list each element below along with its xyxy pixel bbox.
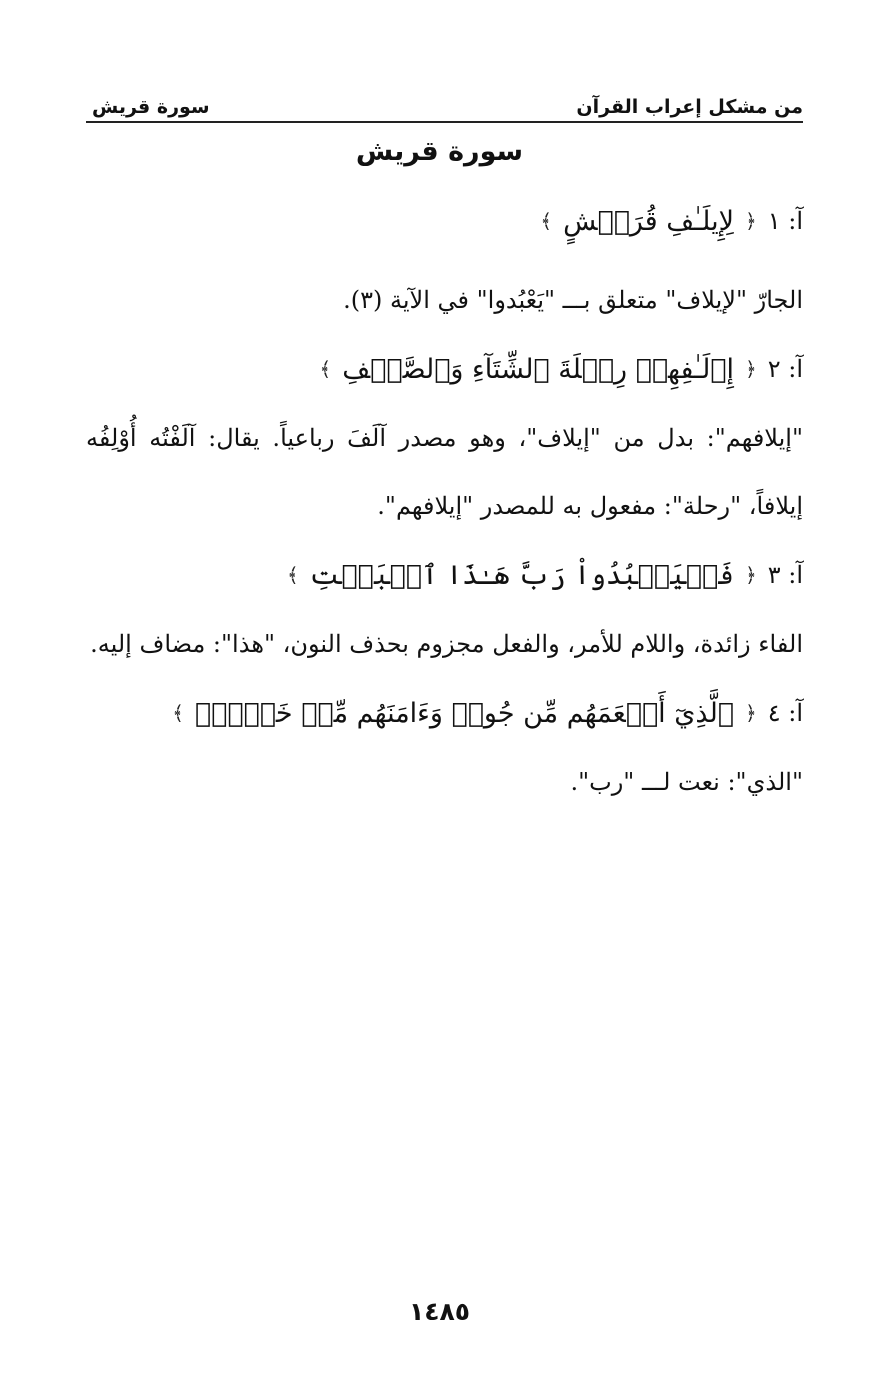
ornate-bracket-open: ﴿ bbox=[745, 357, 757, 381]
commentary-3: الفاء زائدة، واللام للأمر، والفعل مجزوم بحذف النون، "هذا": مضاف إليه. bbox=[90, 630, 803, 658]
commentary-4: "الذي": نعت لـــ "رب". bbox=[570, 768, 803, 796]
verse-reference: آ: ١ bbox=[767, 207, 803, 235]
header-book-title: من مشكل إعراب القرآن bbox=[576, 96, 803, 118]
quran-verse: إِۦلَـٰفِهِمۡ رِحۡلَةَ ٱلشِّتَآءِ وَٱلصَّيۡفِ bbox=[342, 353, 734, 385]
ornate-bracket-close: ﴾ bbox=[540, 209, 553, 233]
verse-reference: آ: ٣ bbox=[767, 561, 803, 589]
commentary-1: الجارّ "لإيلاف" متعلق بـــ "يَعْبُدوا" في الآية (٣). bbox=[343, 286, 803, 314]
header-divider bbox=[86, 121, 803, 123]
surah-title: سورة قريش bbox=[355, 136, 524, 167]
quran-verse: لِإِيلَـٰفِ قُرَيۡشٍ bbox=[563, 205, 734, 237]
verse-line-2 bbox=[86, 344, 803, 394]
verse-line-4 bbox=[86, 688, 803, 738]
ornate-bracket-open: ﴿ bbox=[745, 563, 757, 587]
page-number: ١٤٨٥ bbox=[408, 1297, 471, 1326]
quran-verse: فَلۡيَعۡبُدُواْ رَبَّ هَـٰذَا ٱلۡبَيۡتِ bbox=[309, 559, 734, 591]
commentary-2: "إيلافهم": بدل من "إيلاف"، وهو مصدر آلَفَ رباعياً. يقال: آلَفْتُه أُوْلِفُه إيلافاً، "رحلة": مفعول به للمصدر "إيلافهم". bbox=[86, 424, 803, 520]
ornate-bracket-open: ﴿ bbox=[745, 209, 757, 233]
quran-verse: ٱلَّذِيٓ أَطۡعَمَهُم مِّن جُوعٖ وَءَامَنَهُم مِّنۡ خَوۡفِۭ bbox=[194, 697, 734, 729]
page-content bbox=[86, 196, 803, 816]
verse-reference: آ: ٢ bbox=[767, 355, 803, 383]
verse-line-3 bbox=[86, 550, 803, 600]
ornate-bracket-close: ﴾ bbox=[286, 563, 299, 587]
ornate-bracket-open: ﴿ bbox=[745, 701, 757, 725]
verse-line-1 bbox=[86, 196, 803, 246]
verse-reference: آ: ٤ bbox=[767, 699, 803, 727]
header-surah-name: سورة قريش bbox=[92, 96, 210, 118]
ornate-bracket-close: ﴾ bbox=[172, 701, 184, 725]
running-header bbox=[92, 88, 803, 118]
ornate-bracket-close: ﴾ bbox=[319, 357, 332, 381]
